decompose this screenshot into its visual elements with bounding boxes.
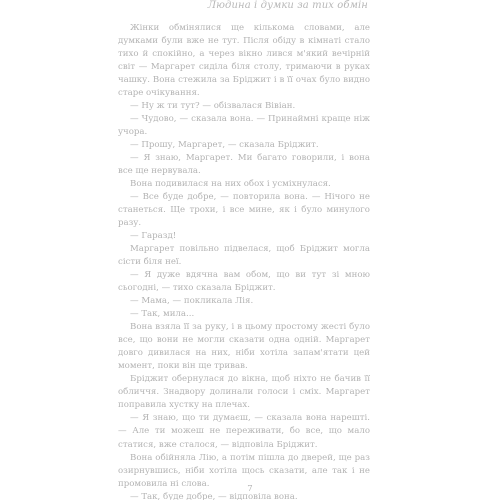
paragraph: Маргарет повільно підвелася, щоб Бріджит могла сісти біля неї. (118, 244, 370, 268)
dialogue-line: — Прошу, Маргарет, — сказала Бріджит. (130, 140, 319, 151)
page-number: 7 (247, 484, 253, 494)
dialogue-line: — Ну ж ти тут? — обізвалася Вівіан. (130, 101, 296, 112)
body-text (118, 22, 370, 500)
paragraph: Бріджит обернулася до вікна, щоб ніхто не бачив її обличчя. Знадвору долинали голоси і сміх. Маргарет поправила хустку на плечах. (118, 374, 370, 411)
running-head: Людина і думки за тих обмін (207, 0, 368, 11)
dialogue-line: — Я знаю, що ти думаєш, — сказала вона нарешті. — Але ти можеш не переживати, бо все, що мало статися, вже сталося, — відповіла Бріджит. (118, 413, 370, 450)
dialogue-line: — Так, буде добре, — відповіла вона. (130, 491, 298, 500)
paragraph: Вона обійняла Лію, а потім пішла до дверей, ще раз озирнувшись, ніби хотіла щось сказати, але так і не промовила ні слова. (118, 452, 370, 489)
dialogue-line: — Гаразд! (130, 231, 177, 242)
dialogue-line: — Я знаю, Маргарет. Ми багато говорили, і вона все ще нервувала. (118, 153, 370, 177)
dialogue-line: — Я дуже вдячна вам обом, що ви тут зі мною сьогодні, — тихо сказала Бріджит. (118, 270, 370, 294)
dialogue-line: — Так, мила... (130, 309, 195, 320)
paragraph: Вона взяла її за руку, і в цьому простому жесті було все, що вони не могли сказати одна одній. Маргарет довго дивилася на них, ніби хотіла запам'ятати цей момент, поки він ще тривав. (118, 322, 370, 372)
paragraph: Жінки обмінялися ще кількома словами, але думками були вже не тут. Після обіду в кімнаті стало тихо й спокійно, а через вікно лився м'який вечірній світ — Маргарет сиділа біля столу, тримаючи в руках чашку. Вона стежила за Бріджит і в її очах було видно старе очікування. (118, 23, 370, 99)
dialogue-line: — Все буде добре, — повторила вона. — Нічого не станеться. Ще трохи, і все мине, як і було минулого разу. (118, 192, 370, 229)
dialogue-line: — Мама, — покликала Лія. (130, 296, 254, 307)
dialogue-line: — Чудово, — сказала вона. — Принаймні краще ніж учора. (118, 114, 370, 138)
paragraph: Вона подивилася на них обох і усміхнулася. (130, 179, 331, 190)
